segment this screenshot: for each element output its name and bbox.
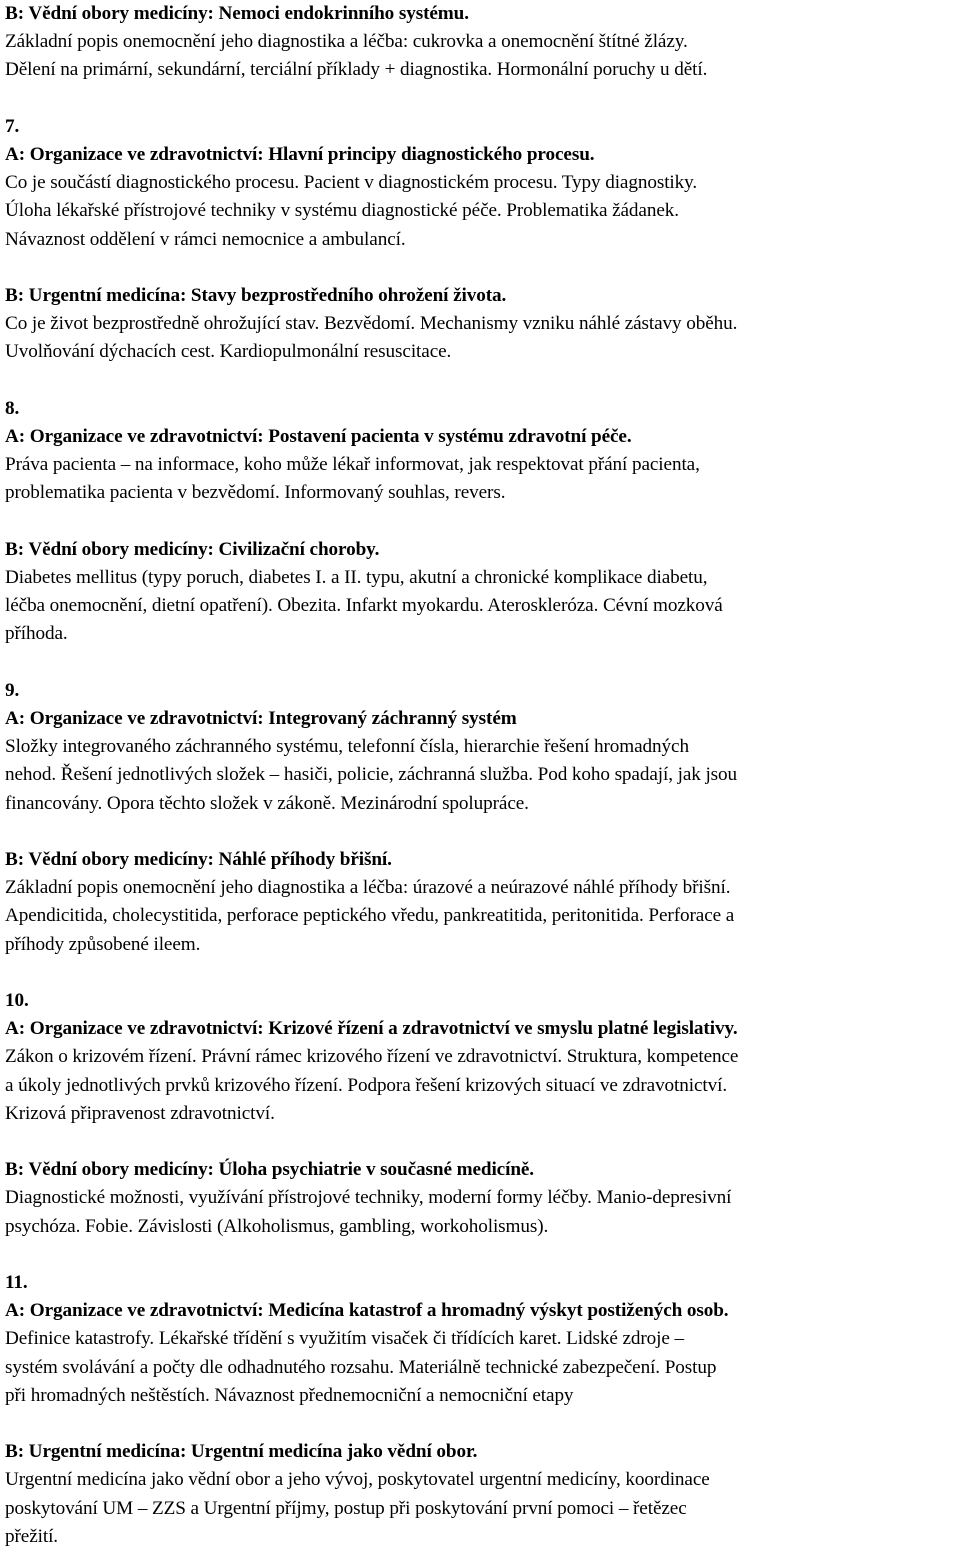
section-text-line: Složky integrovaného záchranného systému, telefonní čísla, hierarchie řešení hromadných — [5, 736, 689, 758]
section-text-line: problematika pacienta v bezvědomí. Informovaný souhlas, revers. — [5, 482, 506, 504]
section-heading: A: Organizace ve zdravotnictví: Medicína katastrof a hromadný výskyt postižených osob. — [5, 1300, 729, 1322]
section-text-line: a úkoly jednotlivých prvků krizového řízení. Podpora řešení krizových situací ve zdravotnictví. — [5, 1074, 728, 1096]
section-a-integrated-rescue-system — [5, 705, 960, 818]
section-heading: A: Organizace ve zdravotnictví: Hlavní principy diagnostického procesu. — [5, 144, 595, 165]
section-heading: B: Vědní obory medicíny: Civilizační choroby. — [5, 538, 380, 560]
section-text-line: poskytování UM – ZZS a Urgentní příjmy, postup při poskytování první pomoci – řetězec — [5, 1497, 687, 1519]
section-text-line: financovány. Opora těchto složek v zákoně. Mezinárodní spolupráce. — [5, 792, 529, 814]
section-heading: B: Urgentní medicína: Urgentní medicína jako vědní obor. — [5, 1441, 478, 1463]
section-text-line: přežití. — [5, 1525, 59, 1547]
section-text-line: Definice katastrofy. Lékařské třídění s využitím visaček či třídících karet. Lidské zdroje – — [5, 1328, 684, 1350]
section-heading: A: Organizace ve zdravotnictví: Integrovaný záchranný systém — [5, 708, 517, 729]
question-number: 9. — [5, 679, 20, 701]
section-text-line: Zákon o krizovém řízení. Právní rámec krizového řízení ve zdravotnictví. Struktura, kompetence — [5, 1046, 739, 1068]
section-heading: B: Vědní obory medicíny: Úloha psychiatrie v současné medicíně. — [5, 1159, 535, 1181]
section-text-line: Základní popis onemocnění jeho diagnostika a léčba: úrazové a neúrazové náhlé příhody břišní. — [5, 877, 731, 899]
section-text-line: Krizová připravenost zdravotnictví. — [5, 1102, 275, 1124]
section-text-line: systém svolávání a počty dle odhadnutého rozsahu. Materiálně technické zabezpečení. Postup — [5, 1356, 717, 1378]
section-text-line: Co je život bezprostředně ohrožující stav. Bezvědomí. Mechanismy vzniku náhlé zástavy oběhu. — [5, 313, 738, 335]
section-text-line: Uvolňování dýchacích cest. Kardiopulmonální resuscitace. — [5, 341, 452, 363]
section-text-line: Základní popis onemocnění jeho diagnostika a léčba: cukrovka a onemocnění štítné žlázy. — [5, 31, 688, 53]
question-number: 7. — [5, 115, 20, 137]
section-b-acute-abdomen — [5, 846, 960, 959]
section-heading: B: Vědní obory medicíny: Nemoci endokrinního systému. — [5, 3, 469, 24]
question-number: 11. — [5, 1272, 28, 1293]
section-b-endocrine — [5, 0, 960, 85]
section-heading: B: Vědní obory medicíny: Náhlé příhody břišní. — [5, 849, 392, 870]
section-text-line: příhody způsobené ileem. — [5, 933, 201, 955]
section-text-line: příhoda. — [5, 623, 68, 645]
section-a-disaster-medicine — [5, 1297, 960, 1410]
section-b-life-threatening-states — [5, 282, 960, 367]
section-text-line: Návaznost oddělení v rámci nemocnice a ambulancí. — [5, 228, 406, 250]
section-heading: B: Urgentní medicína: Stavy bezprostředního ohrožení života. — [5, 285, 507, 306]
section-text-line: Diabetes mellitus (typy poruch, diabetes I. a II. typu, akutní a chronické komplikace diabetu, — [5, 567, 708, 588]
section-heading: A: Organizace ve zdravotnictví: Krizové řízení a zdravotnictví ve smyslu platné legislativy. — [5, 1018, 738, 1040]
section-text-line: Diagnostické možnosti, využívání přístrojové techniky, moderní formy léčby. Manio-depresivní — [5, 1187, 732, 1209]
section-b-civilization-diseases — [5, 536, 960, 649]
question-number: 10. — [5, 990, 29, 1011]
section-text-line: Co je součástí diagnostického procesu. Pacient v diagnostickém procesu. Typy diagnostiky. — [5, 172, 698, 194]
section-a-diagnostic-process — [5, 141, 960, 254]
section-text-line: nehod. Řešení jednotlivých složek – hasiči, policie, záchranná služba. Pod koho spadají, jak jsou — [5, 764, 738, 786]
section-text-line: Apendicitida, cholecystitida, perforace peptického vředu, pankreatitida, peritonitida. Perforace a — [5, 905, 735, 927]
section-text-line: Urgentní medicína jako vědní obor a jeho vývoj, poskytovatel urgentní medicíny, koordinace — [5, 1469, 710, 1491]
document-page — [5, 0, 960, 1551]
section-text-line: při hromadných neštěstích. Návaznost přednemocniční a nemocniční etapy — [5, 1384, 574, 1406]
section-text-line: psychóza. Fobie. Závislosti (Alkoholismus, gambling, workoholismus). — [5, 1215, 549, 1237]
section-a-crisis-management — [5, 1015, 960, 1128]
question-number: 8. — [5, 397, 20, 419]
section-text-line: Dělení na primární, sekundární, terciální příklady + diagnostika. Hormonální poruchy u dětí. — [5, 59, 708, 81]
section-a-patient-position — [5, 423, 960, 508]
section-text-line: Úloha lékařské přístrojové techniky v systému diagnostické péče. Problematika žádanek. — [5, 200, 679, 222]
section-text-line: Práva pacienta – na informace, koho může lékař informovat, jak respektovat přání pacienta, — [5, 454, 700, 476]
section-b-emergency-medicine-science — [5, 1438, 960, 1551]
section-heading: A: Organizace ve zdravotnictví: Postavení pacienta v systému zdravotní péče. — [5, 426, 632, 447]
section-text-line: léčba onemocnění, dietní opatření). Obezita. Infarkt myokardu. Ateroskleróza. Cévní mozková — [5, 595, 723, 617]
section-b-psychiatry — [5, 1156, 960, 1241]
